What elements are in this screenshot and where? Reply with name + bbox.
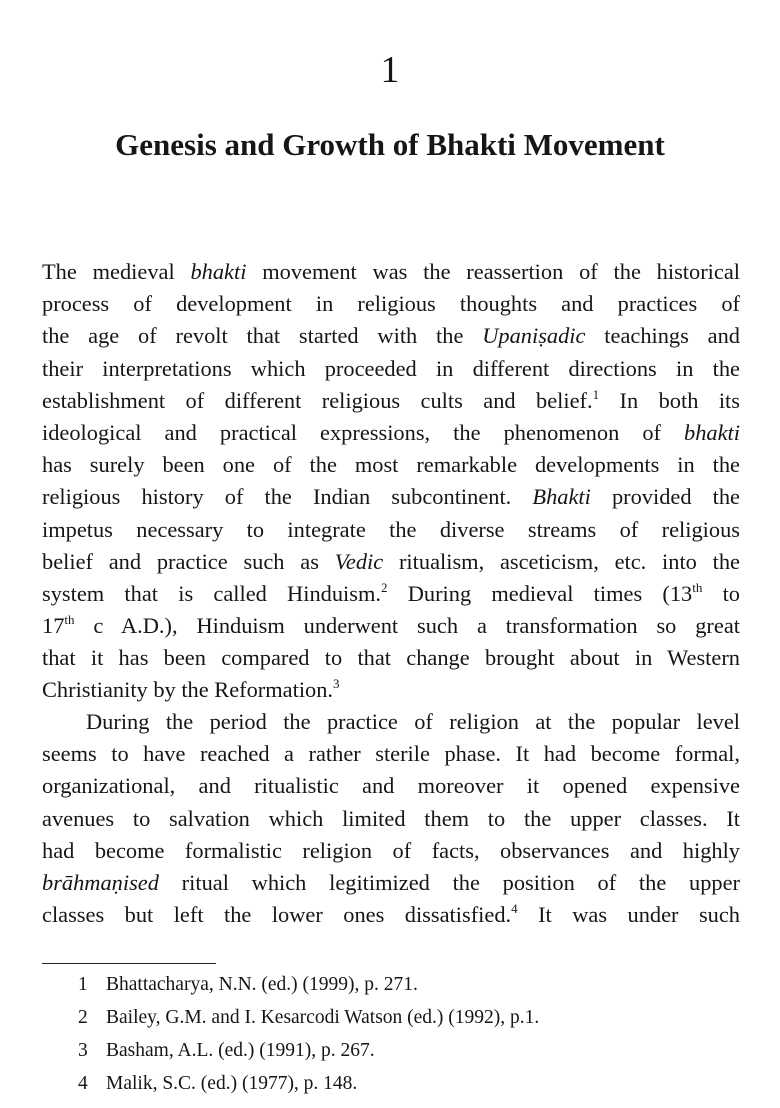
text-line <box>42 770 740 802</box>
chapter-number: 1 <box>380 49 400 91</box>
footnote-reference: th <box>64 612 75 628</box>
text-line <box>42 320 740 352</box>
text-segment: ideological and practical expressions, the phenomenon of <box>42 419 685 445</box>
text-line <box>42 385 740 417</box>
text-line <box>42 867 740 899</box>
text-segment: It was under such <box>517 902 740 928</box>
footnote-text: Malik, S.C. (ed.) (1977), p. 148. <box>106 1073 358 1094</box>
chapter-title: Genesis and Growth of Bhakti Movement <box>115 127 665 162</box>
text-segment: religious history of the Indian subcontinent. <box>42 484 533 510</box>
italic-term: Vedic <box>334 548 384 574</box>
text-line <box>42 674 740 706</box>
text-segment: c A.D.), Hinduism underwent such a transformation so great <box>74 613 740 639</box>
footnote <box>78 1004 539 1037</box>
text-line <box>42 835 740 867</box>
text-segment: provided the <box>590 484 740 510</box>
footnote <box>78 1070 539 1103</box>
footnote-reference: 1 <box>592 386 600 402</box>
footnote-number: 3 <box>78 1040 88 1061</box>
italic-term: Bhakti <box>532 484 591 510</box>
text-segment: Christianity by the Reformation. <box>42 677 334 703</box>
footnote-reference: th <box>692 579 703 595</box>
text-segment: system that is called Hinduism. <box>42 580 381 606</box>
footnote-text: Basham, A.L. (ed.) (1991), p. 267. <box>106 1040 375 1061</box>
text-line <box>42 288 740 320</box>
footnote-reference: 2 <box>380 579 388 595</box>
text-segment: classes but left the lower ones dissatisfied. <box>42 902 512 928</box>
text-segment: avenues to salvation which limited them to the upper classes. It <box>42 805 740 831</box>
text-line <box>42 256 740 288</box>
text-segment: In both its <box>599 387 740 413</box>
text-line <box>42 706 740 738</box>
italic-term: bhakti <box>190 259 247 284</box>
footnote-reference: 4 <box>511 901 518 917</box>
text-segment: seems to have reached a rather sterile phase. It had become formal, <box>42 741 740 767</box>
footnote-text: Bailey, G.M. and I. Kesarcodi Watson (ed.) (1992), p.1. <box>106 1007 540 1028</box>
italic-term: brāhmaṇised <box>42 869 159 895</box>
text-line <box>42 481 740 513</box>
footnote-text: Bhattacharya, N.N. (ed.) (1999), p. 271. <box>106 974 418 995</box>
text-segment: to <box>702 580 740 606</box>
text-segment: impetus necessary to integrate the diverse streams of religious <box>42 516 740 542</box>
text-line <box>42 449 740 481</box>
paragraph-1 <box>42 256 740 707</box>
italic-term: bhakti <box>684 419 740 445</box>
text-segment: movement was the reassertion of the historical <box>246 259 740 284</box>
text-segment: ritualism, asceticism, etc. into the <box>383 548 740 574</box>
text-line <box>42 514 740 546</box>
footnotes <box>78 971 539 1103</box>
footnote-number: 1 <box>78 974 88 995</box>
footnote-reference: 3 <box>333 676 340 692</box>
text-segment: has surely been one of the most remarkable developments in the <box>42 452 740 478</box>
text-segment: that it has been compared to that change brought about in Western <box>42 645 740 671</box>
text-segment: 17 <box>42 613 65 639</box>
text-segment: belief and practice such as <box>42 548 335 574</box>
text-segment: The medieval <box>42 259 191 284</box>
text-segment: organizational, and ritualistic and moreover it opened expensive <box>42 773 740 799</box>
text-line <box>42 610 740 642</box>
footnote-divider <box>42 963 216 964</box>
text-line <box>42 738 740 770</box>
text-segment: During medieval times (13 <box>387 580 693 606</box>
text-segment: teachings and <box>585 323 740 349</box>
text-segment: ritual which legitimized the position of the upper <box>158 869 740 895</box>
text-line <box>42 578 740 610</box>
text-line <box>42 803 740 835</box>
text-line <box>42 642 740 674</box>
paragraph-2 <box>42 706 740 931</box>
footnote <box>78 1037 539 1070</box>
footnote-number: 2 <box>78 1007 88 1028</box>
text-line <box>42 546 740 578</box>
italic-term: Upaniṣadic <box>482 323 586 349</box>
text-segment: During the period the practice of religion at the popular level <box>86 709 740 734</box>
text-line <box>42 353 740 385</box>
text-segment: establishment of different religious cults and belief. <box>42 387 593 413</box>
text-line <box>42 417 740 449</box>
text-segment: the age of revolt that started with the <box>42 323 483 349</box>
text-segment: had become formalistic religion of facts, observances and highly <box>42 837 740 863</box>
text-line <box>42 899 740 931</box>
text-segment: process of development in religious thoughts and practices of <box>42 291 740 317</box>
text-segment: their interpretations which proceeded in different directions in the <box>42 355 740 381</box>
footnote <box>78 971 539 1004</box>
footnote-number: 4 <box>78 1073 88 1094</box>
